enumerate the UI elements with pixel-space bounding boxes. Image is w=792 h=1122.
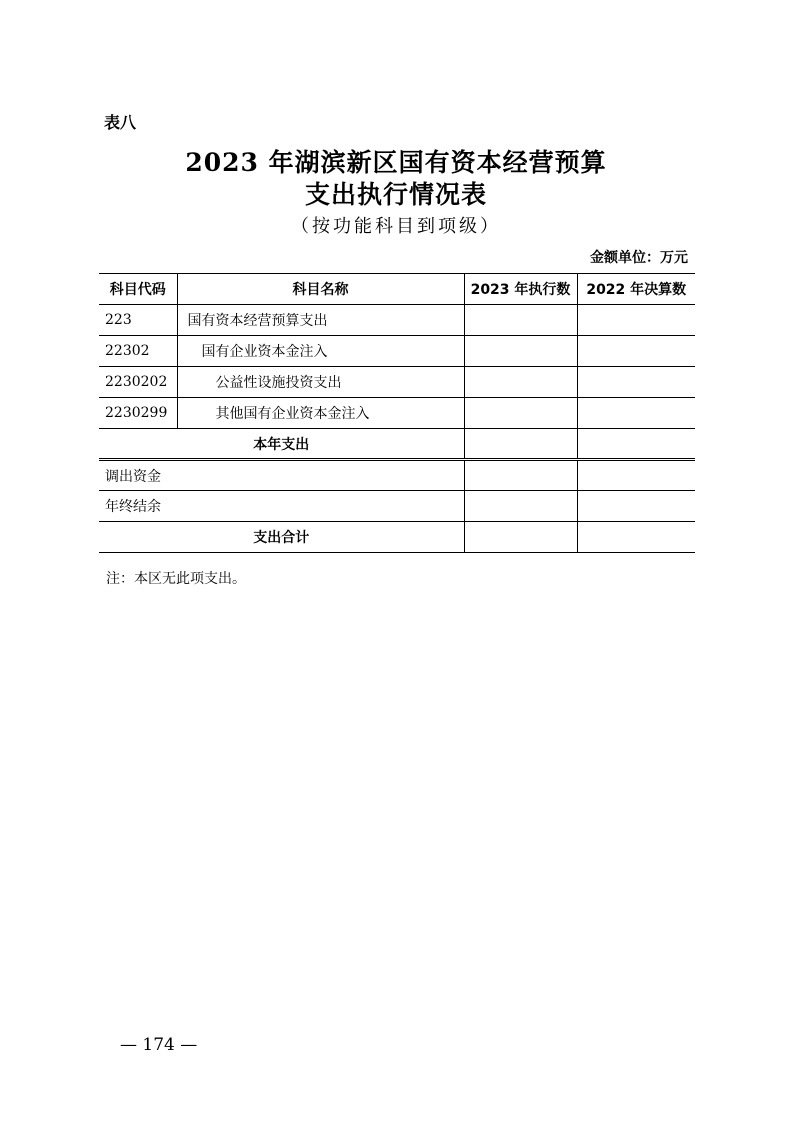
subtotal-label: 本年支出 bbox=[99, 429, 464, 460]
row-code: 2230299 bbox=[99, 398, 177, 429]
row-name: 国有资本经营预算支出 bbox=[177, 305, 464, 336]
row-final bbox=[577, 336, 695, 367]
title-line-2: 支出执行情况表 bbox=[304, 180, 487, 209]
header-code: 科目代码 bbox=[99, 274, 177, 305]
row-name: 公益性设施投资支出 bbox=[177, 367, 464, 398]
total-final bbox=[577, 522, 695, 553]
row-final bbox=[577, 367, 695, 398]
row-name: 调出资金 bbox=[99, 460, 464, 491]
row-exec bbox=[464, 367, 577, 398]
unit-label: 金额单位：万元 bbox=[590, 250, 688, 266]
table-row bbox=[99, 460, 695, 491]
budget-table bbox=[99, 273, 695, 553]
row-code: 223 bbox=[99, 305, 177, 336]
table-row bbox=[99, 491, 695, 522]
subtotal-exec bbox=[464, 429, 577, 460]
row-exec bbox=[464, 460, 577, 491]
subtitle: （按功能科目到项级） bbox=[291, 216, 501, 237]
row-final bbox=[577, 460, 695, 491]
row-code: 22302 bbox=[99, 336, 177, 367]
subtotal-row bbox=[99, 429, 695, 460]
table-row bbox=[99, 367, 695, 398]
title-line-1: 2023 年湖滨新区国有资本经营预算 bbox=[185, 148, 607, 177]
table-header-row bbox=[99, 274, 695, 305]
subtotal-final bbox=[577, 429, 695, 460]
header-exec: 2023 年执行数 bbox=[464, 274, 577, 305]
total-label: 支出合计 bbox=[99, 522, 464, 553]
table-row bbox=[99, 305, 695, 336]
header-final: 2022 年决算数 bbox=[577, 274, 695, 305]
row-exec bbox=[464, 305, 577, 336]
row-final bbox=[577, 491, 695, 522]
row-name: 年终结余 bbox=[99, 491, 464, 522]
document-label: 表八 bbox=[104, 113, 137, 132]
row-final bbox=[577, 305, 695, 336]
row-name: 其他国有企业资本金注入 bbox=[177, 398, 464, 429]
footnote: 注：本区无此项支出。 bbox=[106, 571, 246, 587]
header-name: 科目名称 bbox=[177, 274, 464, 305]
table-row bbox=[99, 398, 695, 429]
page-number: — 174 — bbox=[120, 1035, 198, 1055]
row-exec bbox=[464, 491, 577, 522]
table-row bbox=[99, 336, 695, 367]
row-exec bbox=[464, 398, 577, 429]
row-final bbox=[577, 398, 695, 429]
row-code: 2230202 bbox=[99, 367, 177, 398]
total-row bbox=[99, 522, 695, 553]
row-name: 国有企业资本金注入 bbox=[177, 336, 464, 367]
row-exec bbox=[464, 336, 577, 367]
total-exec bbox=[464, 522, 577, 553]
